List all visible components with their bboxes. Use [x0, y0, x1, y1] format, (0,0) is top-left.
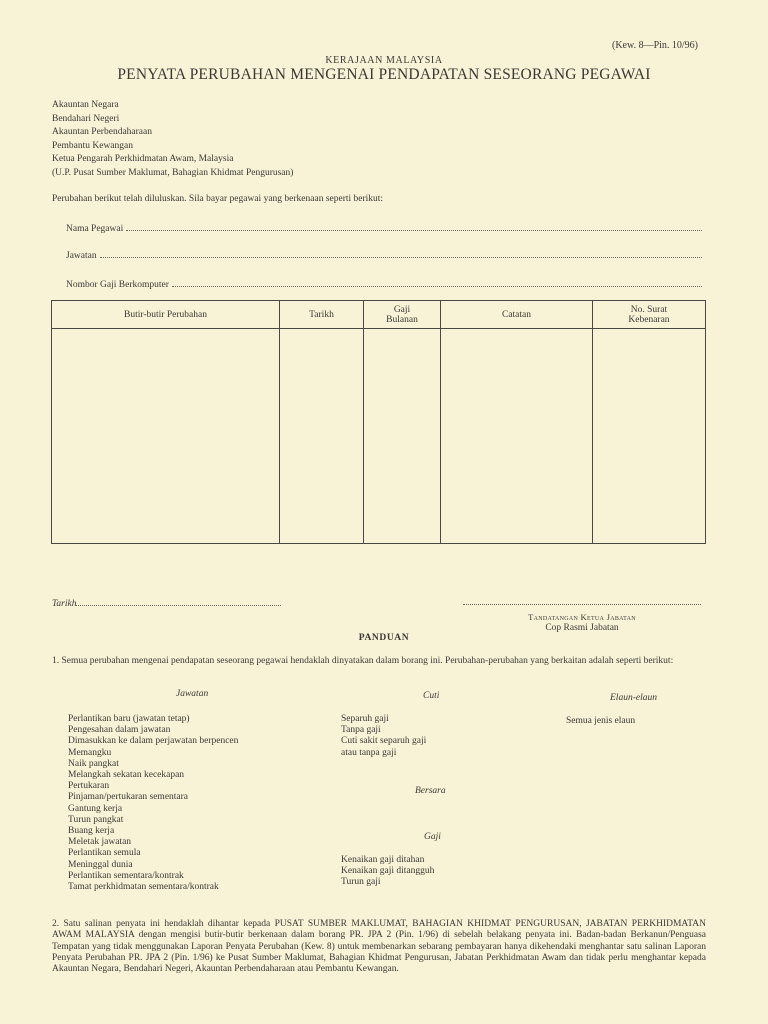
recipient-item: Akauntan Perbendaharaan	[52, 127, 152, 138]
nombor-gaji-line[interactable]	[172, 278, 702, 287]
nombor-gaji-label: Nombor Gaji Berkomputer	[66, 280, 169, 290]
list-item: atau tanpa gaji	[341, 747, 397, 758]
list-item: Dimasukkan ke dalam perjawatan berpencen	[68, 736, 239, 747]
col-butir-header: Butir-butir Perubahan	[52, 301, 280, 329]
form-reference: (Kew. 8—Pin. 10/96)	[612, 40, 699, 51]
list-item: Perlantikan sementara/kontrak	[68, 870, 184, 881]
recipient-item: Pembantu Kewangan	[52, 140, 133, 151]
recipient-item: Ketua Pengarah Perkhidmatan Awam, Malaysia	[52, 154, 234, 165]
gaji-heading: Gaji	[424, 832, 441, 842]
nama-pegawai-label: Nama Pegawai	[66, 224, 124, 234]
col-gaji-line1: Gaji	[393, 304, 411, 315]
table-row	[52, 329, 706, 544]
list-item: Memangku	[68, 747, 112, 758]
elaun-heading: Elaun-elaun	[610, 693, 657, 703]
list-item: Kenaikan gaji ditangguh	[341, 866, 435, 877]
butir-cell[interactable]	[52, 329, 280, 544]
list-item: Pertukaran	[68, 781, 110, 792]
list-item: Perlantikan baru (jawatan tetap)	[68, 714, 190, 724]
list-item: Meninggal dunia	[68, 859, 133, 870]
official-stamp-caption: Cop Rasmi Jabatan	[545, 623, 619, 633]
bersara-heading: Bersara	[415, 786, 446, 796]
list-item: Cuti sakit separuh gaji	[341, 736, 427, 747]
list-item: Pengesahan dalam jawatan	[68, 725, 171, 736]
cuti-heading: Cuti	[423, 691, 440, 701]
col-catatan-header: Catatan	[441, 301, 593, 329]
recipient-item: (U.P. Pusat Sumber Maklumat, Bahagian Khidmat Pengurusan)	[52, 167, 294, 178]
footer-date-line[interactable]	[76, 597, 281, 606]
gaji-list	[341, 855, 434, 889]
list-item: Turun gaji	[341, 877, 381, 888]
col-surat-line1: No. Surat	[630, 304, 668, 315]
changes-table	[51, 300, 706, 544]
list-item: Buang kerja	[68, 826, 115, 837]
footer-date-label: Tarikh	[52, 599, 77, 609]
list-item: Melangkah sekatan kecekapan	[68, 770, 185, 781]
guidance-paragraph-1: 1. Semua perubahan mengenai pendapatan seseorang pegawai hendaklah dinyatakan dalam borang ini. Perubahan-perubahan yang berkaitan adalah seperti berikut:	[52, 656, 674, 666]
jawatan-list	[68, 714, 238, 893]
intro-text: Perubahan berikut telah diluluskan. Sila bayar pegawai yang berkenaan seperti berikut:	[52, 194, 384, 204]
guidance-heading: PANDUAN	[358, 633, 410, 643]
signature-caption: Tandatangan Ketua Jabatan	[528, 612, 636, 622]
jawatan-field[interactable]	[66, 249, 702, 261]
list-item: Meletak jawatan	[68, 837, 132, 848]
recipient-item: Bendahari Negeri	[52, 113, 120, 124]
footer-date-field[interactable]	[52, 597, 281, 609]
cuti-list	[341, 714, 426, 759]
nama-pegawai-line[interactable]	[126, 222, 702, 231]
signature-line[interactable]	[463, 604, 701, 605]
table-header-row	[52, 301, 706, 329]
list-item: Gantung kerja	[68, 803, 123, 814]
list-item: Naik pangkat	[68, 758, 119, 769]
col-tarikh-header: Tarikh	[280, 301, 364, 329]
list-item: Semua jenis elaun	[566, 716, 636, 726]
surat-cell[interactable]	[593, 329, 706, 544]
tarikh-cell[interactable]	[280, 329, 364, 544]
recipient-list	[52, 99, 293, 181]
list-item: Separuh gaji	[341, 714, 389, 724]
col-gaji-line2: Bulanan	[386, 314, 418, 325]
col-surat-header	[593, 301, 706, 329]
recipient-item: Akauntan Negara	[52, 100, 119, 110]
nama-pegawai-field[interactable]	[66, 222, 702, 234]
gaji-cell[interactable]	[364, 329, 441, 544]
government-heading: KERAJAAN MALAYSIA	[325, 55, 443, 66]
nombor-gaji-field[interactable]	[66, 278, 702, 290]
list-item: Perlantikan semula	[68, 848, 141, 859]
list-item: Tanpa gaji	[341, 725, 381, 736]
form-title: PENYATA PERUBAHAN MENGENAI PENDAPATAN SESEORANG PEGAWAI	[117, 66, 651, 83]
list-item: Turun pangkat	[68, 814, 124, 825]
catatan-cell[interactable]	[441, 329, 593, 544]
col-surat-line2: Kebenaran	[628, 314, 670, 325]
jawatan-label: Jawatan	[66, 251, 97, 261]
list-item: Tamat perkhidmatan sementara/kontrak	[68, 882, 219, 893]
list-item: Kenaikan gaji ditahan	[341, 855, 425, 865]
list-item: Pinjaman/pertukaran sementara	[68, 792, 189, 803]
col-gaji-header	[364, 301, 441, 329]
guidance-paragraph-2: 2. Satu salinan penyata ini hendaklah dihantar kepada PUSAT SUMBER MAKLUMAT, BAHAGIAN KHIDMAT PENGURUSAN, JABATAN PERKHIDMATAN AWAM MALAYSIA dengan mengisi butir-butir berkenaan dalam borang PR. JPA 2 (Pin. 1/96) di sebelah belakang penyata ini. Badan-badan Berkanun/Penguasa Tempatan yang tidak menggunakan Laporan Penyata Perubahan (Kew. 8) untuk membenarkan sebarang pembayaran hanya dikehendaki menghantar satu salinan Laporan Penyata Perubahan PR. JPA 2 (Pin. 1/96) ke Pusat Sumber Maklumat, Bahagian Khidmat Pengurusan, Jabatan Perkhidmatan Awam dan tidak perlu menghantar kepada Akauntan Negara, Bendahari Negeri, Akauntan Perbendaharaan atau Pembantu Kewangan.	[52, 919, 706, 975]
jawatan-line[interactable]	[100, 249, 702, 258]
jawatan-heading: Jawatan	[176, 689, 209, 699]
elaun-list	[566, 716, 635, 727]
